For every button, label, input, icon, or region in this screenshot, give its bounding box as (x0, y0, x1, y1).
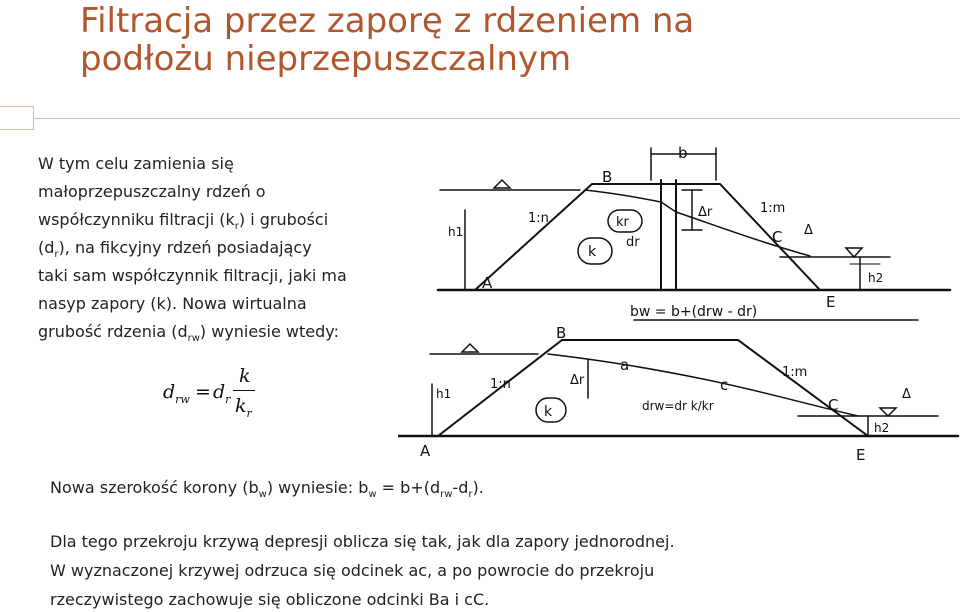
label-h1: h1 (448, 225, 464, 239)
label-A: A (420, 442, 431, 460)
label-B: B (602, 168, 613, 186)
label-delta: Δ (902, 387, 911, 402)
para-line: grubość rdzenia $(d_{rw})$ wyniesie wtedy: (38, 322, 339, 345)
explanation-paragraph (38, 150, 408, 346)
label-bw-formula: bw = b+(drw - dr) (630, 304, 758, 320)
label-C: C (772, 228, 783, 246)
label-b: b (678, 144, 688, 162)
label-slope-m: 1:m (782, 365, 808, 380)
label-c: c (720, 376, 729, 394)
para-line: taki sam współczynnik filtracji, jaki ma (38, 266, 347, 285)
label-h2: h2 (874, 421, 890, 435)
label-A: A (482, 274, 493, 292)
title-accent-box (0, 106, 34, 130)
formula-numerator: k (239, 365, 251, 387)
bottom-line-3: W wyznaczonej krzywej odrzuca się odcinek ac, a po powrocie do przekroju (50, 561, 655, 580)
label-drw-formula: drw=dr k/kr (642, 399, 714, 413)
core-thickness-formula (163, 367, 273, 427)
label-delta-r: Δr (570, 373, 585, 388)
label-C: C (828, 396, 839, 414)
label-B: B (556, 324, 567, 342)
label-k: k (588, 244, 597, 260)
para-line: małoprzepuszczalny rdzeń o (38, 182, 266, 201)
para-line: W tym celu zamienia się (38, 154, 234, 173)
para-line: współczynniku filtracji $(k_r)$ i grubości (38, 210, 329, 233)
para-line: $(d_r)$, na fikcyjny rdzeń posiadający (38, 238, 312, 261)
formula-equals: = (195, 381, 211, 403)
dam-equivalent-diagram-bottom (398, 298, 960, 468)
label-k: k (544, 404, 553, 420)
label-slope-n: 1:n (490, 377, 511, 392)
formula-denominator: $k_r$ (235, 395, 252, 420)
label-delta-r: Δr (698, 205, 713, 220)
slide-title (80, 2, 940, 78)
crown-width-sentence: Nowa szerokość korony $(b_w)$ wyniesie: $b_w = b+(d_{rw}-d_r)$. (50, 478, 484, 501)
label-E: E (826, 293, 836, 311)
label-kr: kr (616, 215, 629, 230)
label-E: E (856, 446, 866, 464)
slide-title-line-1: Filtracja przez zaporę z rdzeniem na (80, 1, 695, 41)
label-h1: h1 (436, 387, 452, 401)
formula-lhs: $d_{rw}$ (163, 381, 190, 406)
label-h2: h2 (868, 271, 884, 285)
bottom-line-2: Dla tego przekroju krzywą depresji oblicza się tak, jak dla zapory jednorodnej. (50, 532, 675, 551)
label-slope-n: 1:n (528, 211, 549, 226)
label-slope-m: 1:m (760, 201, 786, 216)
fraction-bar (233, 390, 255, 391)
label-dr: dr (626, 235, 640, 250)
label-delta: Δ (804, 223, 813, 238)
slide-title-line-2: podłożu nieprzepuszczalnym (80, 39, 572, 79)
formula-rhs: $d_r$ (213, 381, 231, 406)
para-line: nasyp zapory (k). Nowa wirtualna (38, 294, 307, 313)
title-divider (34, 118, 960, 119)
bottom-line-4: rzeczywistego zachowuje się obliczone odcinki Ba i cC. (50, 590, 490, 609)
label-a: a (620, 356, 630, 374)
